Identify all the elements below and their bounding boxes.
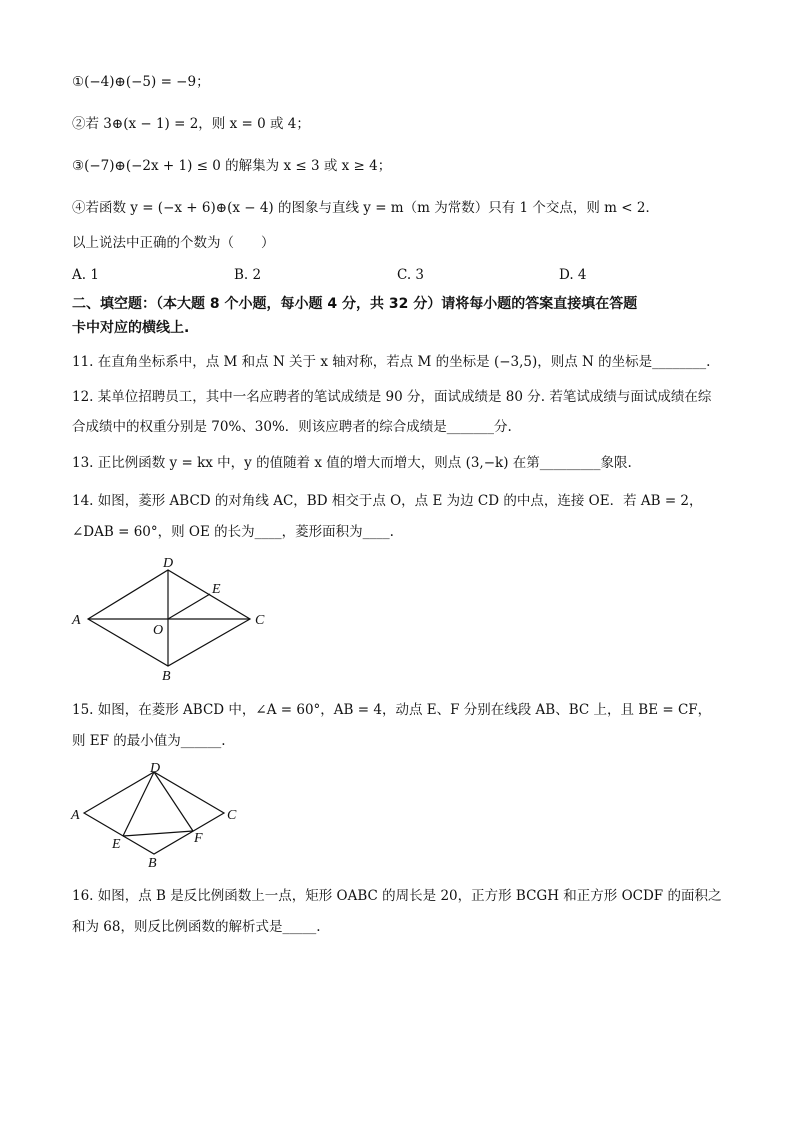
statement-4: ④若函数 y = (−x + 6)⊕(x − 4) 的图象与直线 y = m（m 为常数）只有 1 个交点，则 m < 2． — [72, 200, 659, 216]
question-13: 13. 正比例函数 y = kx 中，y 的值随着 x 值的增大而增大，则点 (3,−k) 在第_________象限. — [72, 455, 632, 471]
label-f: F — [194, 831, 203, 846]
label-a: A — [71, 808, 80, 823]
segment-ef — [123, 831, 193, 836]
segment-oe — [168, 594, 210, 619]
question-11: 11. 在直角坐标系中，点 M 和点 N 关于 x 轴对称，若点 M 的坐标是 (−3,5)，则点 N 的坐标是________. — [72, 354, 711, 370]
option-a: A. 1 — [72, 267, 99, 283]
option-b: B. 2 — [234, 267, 262, 283]
question-15-line1: 15. 如图，在菱形 ABCD 中，∠A = 60°，AB = 4，动点 E、F 分别在线段 AB、BC 上，且 BE = CF， — [72, 702, 712, 718]
question-12-line2: 合成绩中的权重分别是 70%、30%．则该应聘者的综合成绩是_______分. — [72, 419, 512, 435]
option-d: D. 4 — [559, 267, 587, 283]
segment-df — [154, 772, 193, 831]
statement-2: ②若 3⊕(x − 1) = 2，则 x = 0 或 4； — [72, 116, 310, 132]
question-prompt: 以上说法中正确的个数为（ ） — [72, 235, 275, 251]
question-14-line1: 14. 如图，菱形 ABCD 的对角线 AC，BD 相交于点 O，点 E 为边 CD 的中点，连接 OE．若 AB = 2， — [72, 493, 703, 509]
label-b: B — [148, 856, 157, 871]
option-c: C. 3 — [397, 267, 425, 283]
label-c: C — [255, 613, 265, 628]
statement-1: ①(−4)⊕(−5) = −9； — [72, 74, 210, 90]
question-12-line1: 12. 某单位招聘员工，其中一名应聘者的笔试成绩是 90 分，面试成绩是 80 分. 若笔试成绩与面试成绩在综 — [72, 389, 712, 405]
question-16-line2: 和为 68，则反比例函数的解析式是_____. — [72, 919, 321, 935]
label-c: C — [227, 808, 237, 823]
label-b: B — [162, 669, 171, 684]
label-a: A — [72, 613, 81, 628]
label-d: D — [150, 761, 161, 776]
section-heading-line2: 卡中对应的横线上. — [72, 320, 190, 336]
question-14-line2: ∠DAB = 60°，则 OE 的长为____，菱形面积为____. — [72, 524, 394, 540]
statement-3: ③(−7)⊕(−2x + 1) ≤ 0 的解集为 x ≤ 3 或 x ≥ 4； — [72, 158, 392, 174]
figure-15-rhombus — [0, 760, 794, 875]
question-16-line1: 16. 如图，点 B 是反比例函数上一点，矩形 OABC 的周长是 20，正方形 BCGH 和正方形 OCDF 的面积之 — [72, 888, 722, 904]
label-o: O — [153, 623, 164, 638]
section-heading-line1: 二、填空题：（本大题 8 个小题，每小题 4 分，共 32 分）请将每小题的答案直接填在答题 — [72, 296, 638, 312]
label-e: E — [212, 582, 221, 597]
label-e: E — [112, 837, 121, 852]
label-d: D — [163, 556, 174, 571]
rhombus-abcd — [84, 772, 224, 854]
figure-14-rhombus — [0, 550, 794, 685]
question-15-line2: 则 EF 的最小值为______. — [72, 733, 226, 749]
